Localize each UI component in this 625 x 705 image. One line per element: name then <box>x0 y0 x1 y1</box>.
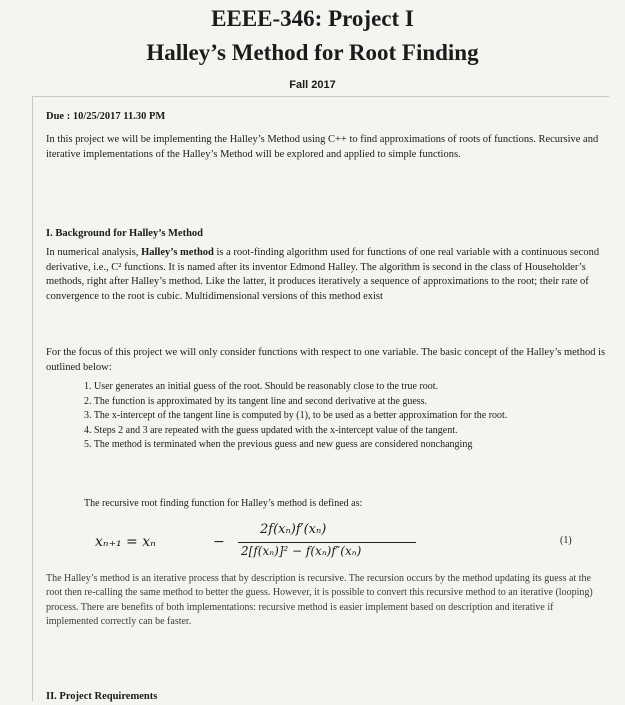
iterative-paragraph: The Halley’s method is an iterative process that by description is recursive. The recursion occurs by the method updating its guess at the root then re-calling the same method to better the guess. However, it is possible to convert this recursive method to an iterative (looping) process. There are benefits of both implementations: recursive method is easier implement based on description and iterative if implemented correctly can be faster. <box>46 573 593 627</box>
equation-number: (1) <box>560 535 572 546</box>
recursive-definition-line: The recursive root finding function for Halley’s method is defined as: <box>84 498 363 509</box>
list-item: 1. User generates an initial guess of the root. Should be reasonably close to the true root. <box>84 381 439 392</box>
bg-prefix: In numerical analysis, <box>46 247 142 258</box>
intro-paragraph: In this project we will be implementing the Halley’s Method using C++ to find approximations of roots of functions. Recursive and iterative implementations of the Halley’s Method will be explored and applied to simple functions. <box>46 134 599 160</box>
course-title: EEEE-346: Project I <box>211 6 414 31</box>
project-title: Halley’s Method for Root Finding <box>146 40 479 65</box>
list-item: 4. Steps 2 and 3 are repeated with the guess updated with the x-intercept value of the tangent. <box>84 424 458 436</box>
steps-list <box>84 380 559 453</box>
formula-numerator: 2f(xₙ)f′(xₙ) <box>260 522 327 537</box>
formula-lhs: xₙ₊₁ = xₙ <box>95 534 156 550</box>
formula-denominator: 2[f(xₙ)]² − f(xₙ)f″(xₙ) <box>241 544 362 558</box>
bg-bold-term: Halley’s method <box>141 247 214 258</box>
section-1-heading: I. Background for Halley’s Method <box>46 228 204 239</box>
focus-paragraph: For the focus of this project we will only consider functions with respect to one variable. The basic concept of the Halley’s method is outlined below: <box>46 347 606 373</box>
section-2-heading: II. Project Requirements <box>46 691 158 702</box>
term-label: Fall 2017 <box>289 79 336 91</box>
list-item: 5. The method is terminated when the previous guess and new guess are considered nonchanging <box>84 439 473 450</box>
background-paragraph <box>46 246 606 304</box>
list-item: 3. The x-intercept of the tangent line is computed by (1), to be used as a better approximation for the root. <box>84 410 508 421</box>
bg-rest: is a root-finding algorithm used for functions of one real variable with a continuous second derivative, i.e., C² functions. It is named after its inventor Edmond Halley. The algorithm is second in the class of Householder’s methods, right after Halley’s method. Like the latter, it produces iteratively a sequence of approximations to the root; their rate of convergence to the root is cubic. Multidimensional versions of this method exist <box>46 247 600 302</box>
due-date: Due : 10/25/2017 11.30 PM <box>46 111 166 122</box>
list-item: 2. The function is approximated by its tangent line and second derivative at the guess. <box>84 395 428 407</box>
halley-formula <box>95 522 425 562</box>
formula-minus: − <box>213 534 225 550</box>
fraction-bar <box>238 542 416 543</box>
